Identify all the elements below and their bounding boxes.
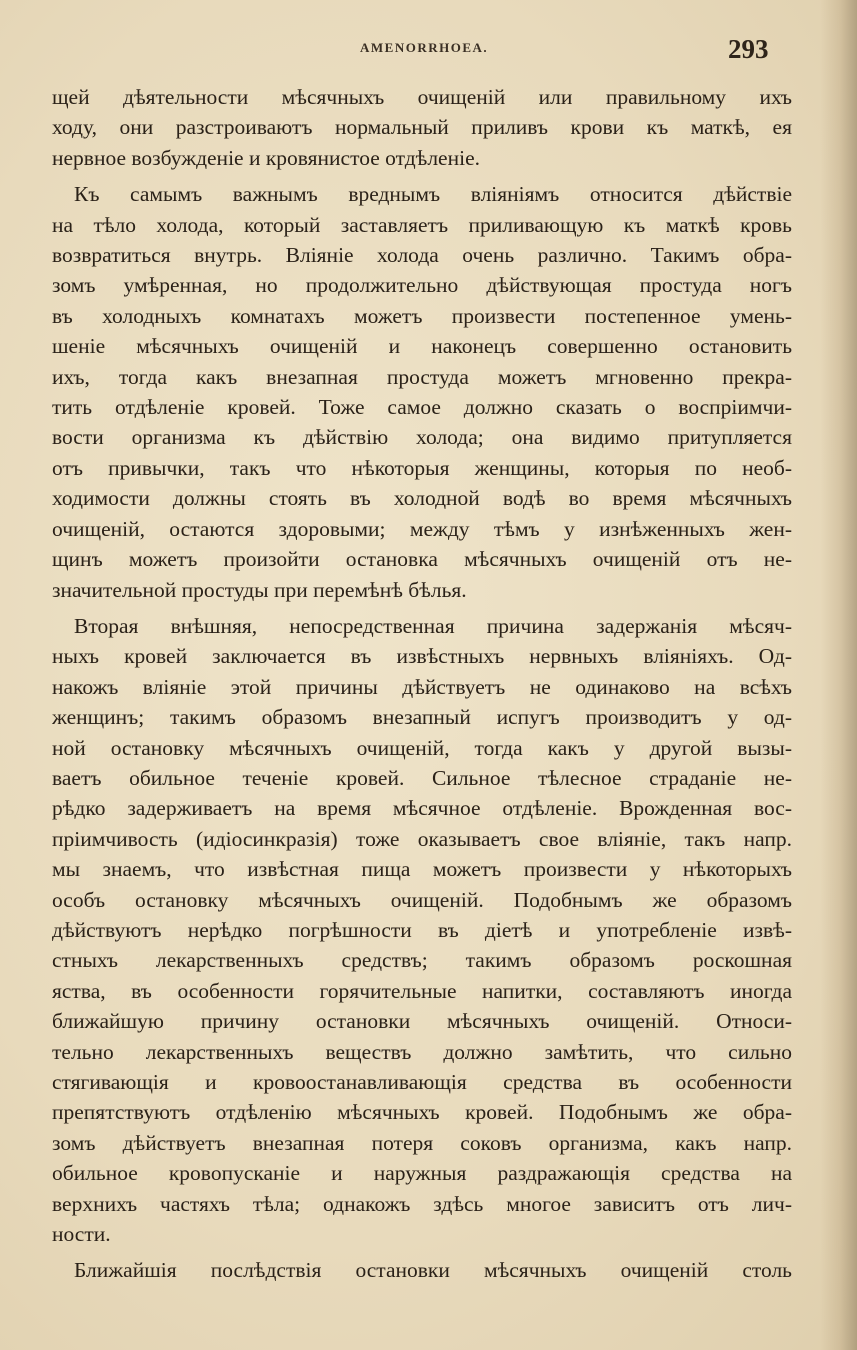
text-line: ной остановку мѣсячныхъ очищеній, тогда какъ у другой вызы- bbox=[52, 735, 792, 760]
text-line: верхнихъ частяхъ тѣла; однакожъ здѣсь многое зависитъ отъ лич- bbox=[52, 1191, 792, 1216]
text-line: накожъ вліяніе этой причины дѣйствуетъ не одинаково на всѣхъ bbox=[52, 674, 792, 699]
text-line: значительной простуды при перемѣнѣ бѣлья. bbox=[52, 577, 467, 602]
text-line: ихъ, тогда какъ внезапная простуда можетъ мгновенно прекра- bbox=[52, 364, 792, 389]
paragraph-4 bbox=[52, 1255, 792, 1285]
text-line: вости организма къ дѣйствію холода; она видимо притупляется bbox=[52, 425, 792, 450]
text-line: яства, въ особенности горячительные напитки, составляютъ иногда bbox=[52, 978, 792, 1003]
text-line: ходимости должны стоять въ холодной водѣ во время мѣсячныхъ bbox=[52, 486, 792, 511]
text-line: ности. bbox=[52, 1222, 111, 1247]
text-line: въ холодныхъ комнатахъ можетъ произвести постепенное умень- bbox=[52, 303, 792, 328]
running-head bbox=[0, 36, 857, 66]
text-line: Къ самымъ важнымъ вреднымъ вліяніямъ относится дѣйствіе bbox=[74, 182, 792, 207]
text-line: женщинъ; такимъ образомъ внезапный испугъ производитъ у од- bbox=[52, 705, 792, 730]
text-line: отъ привычки, такъ что нѣкоторыя женщины, которыя по необ- bbox=[52, 455, 792, 480]
text-line: зомъ умѣренная, но продолжительно дѣйствующая простуда ногъ bbox=[52, 273, 792, 298]
page-number: 293 bbox=[728, 34, 769, 64]
paragraph-3 bbox=[52, 611, 792, 1250]
paragraph-2 bbox=[52, 179, 792, 605]
text-line: пріимчивость (идіосинкразія) тоже оказываетъ свое вліяніе, такъ напр. bbox=[52, 826, 792, 851]
text-line: стягивающія и кровоостанавливающія средства въ особенности bbox=[52, 1070, 792, 1094]
text-line: дѣйствуютъ нерѣдко погрѣшности въ діетѣ и употребленіе извѣ- bbox=[52, 917, 792, 942]
text-line: тить отдѣленіе кровей. Тоже самое должно сказать о воспріимчи- bbox=[52, 395, 792, 420]
paragraph-1 bbox=[52, 82, 792, 173]
text-line: возвратиться внутрь. Вліяніе холода очень различно. Такимъ обра- bbox=[52, 243, 792, 268]
text-line: Вторая внѣшняя, непосредственная причина задержанія мѣсяч- bbox=[74, 613, 792, 638]
text-line: тельно лекарственныхъ веществъ должно замѣтить, что сильно bbox=[52, 1039, 792, 1064]
running-head-title: AMENORRHOEA. bbox=[360, 40, 489, 55]
text-line: зомъ дѣйствуетъ внезапная потеря соковъ организма, какъ напр. bbox=[52, 1130, 792, 1155]
text-line: стныхъ лекарственныхъ средствъ; такимъ образомъ роскошная bbox=[52, 948, 792, 973]
text-line: ходу, они разстроиваютъ нормальный приливъ крови къ маткѣ, ея bbox=[52, 115, 792, 140]
text-line: ныхъ кровей заключается въ извѣстныхъ нервныхъ вліяніяхъ. Од- bbox=[52, 644, 792, 669]
text-line: щей дѣятельности мѣсячныхъ очищеній или правильному ихъ bbox=[52, 85, 792, 109]
text-line: препятствуютъ отдѣленію мѣсячныхъ кровей. Подобнымъ же обра- bbox=[52, 1100, 792, 1125]
text-line: ближайшую причину остановки мѣсячныхъ очищеній. Относи- bbox=[52, 1009, 792, 1034]
text-line: мы знаемъ, что извѣстная пища можетъ произвести у нѣкоторыхъ bbox=[52, 857, 792, 882]
text-line: очищеній, остаются здоровыми; между тѣмъ у изнѣженныхъ жен- bbox=[52, 516, 792, 541]
text-line: шеніе мѣсячныхъ очищеній и наконецъ совершенно остановить bbox=[52, 334, 792, 359]
text-line: нервное возбужденіе и кровянистое отдѣленіе. bbox=[52, 145, 480, 170]
text-line: особъ остановку мѣсячныхъ очищеній. Подобнымъ же образомъ bbox=[52, 887, 792, 912]
text-line: щинъ можетъ произойти остановка мѣсячныхъ очищеній отъ не- bbox=[52, 547, 792, 572]
text-line: Ближайшія послѣдствія остановки мѣсячныхъ очищеній столь bbox=[74, 1258, 792, 1283]
text-line: рѣдко задерживаетъ на время мѣсячное отдѣленіе. Врожденная вос- bbox=[52, 796, 792, 821]
text-line: ваетъ обильное теченіе кровей. Сильное тѣлесное страданіе не- bbox=[52, 765, 792, 790]
text-line: обильное кровопусканіе и наружныя раздражающія средства на bbox=[52, 1161, 792, 1186]
text-line: на тѣло холода, который заставляетъ приливающую къ маткѣ кровь bbox=[52, 212, 792, 237]
body-text bbox=[52, 82, 792, 1286]
